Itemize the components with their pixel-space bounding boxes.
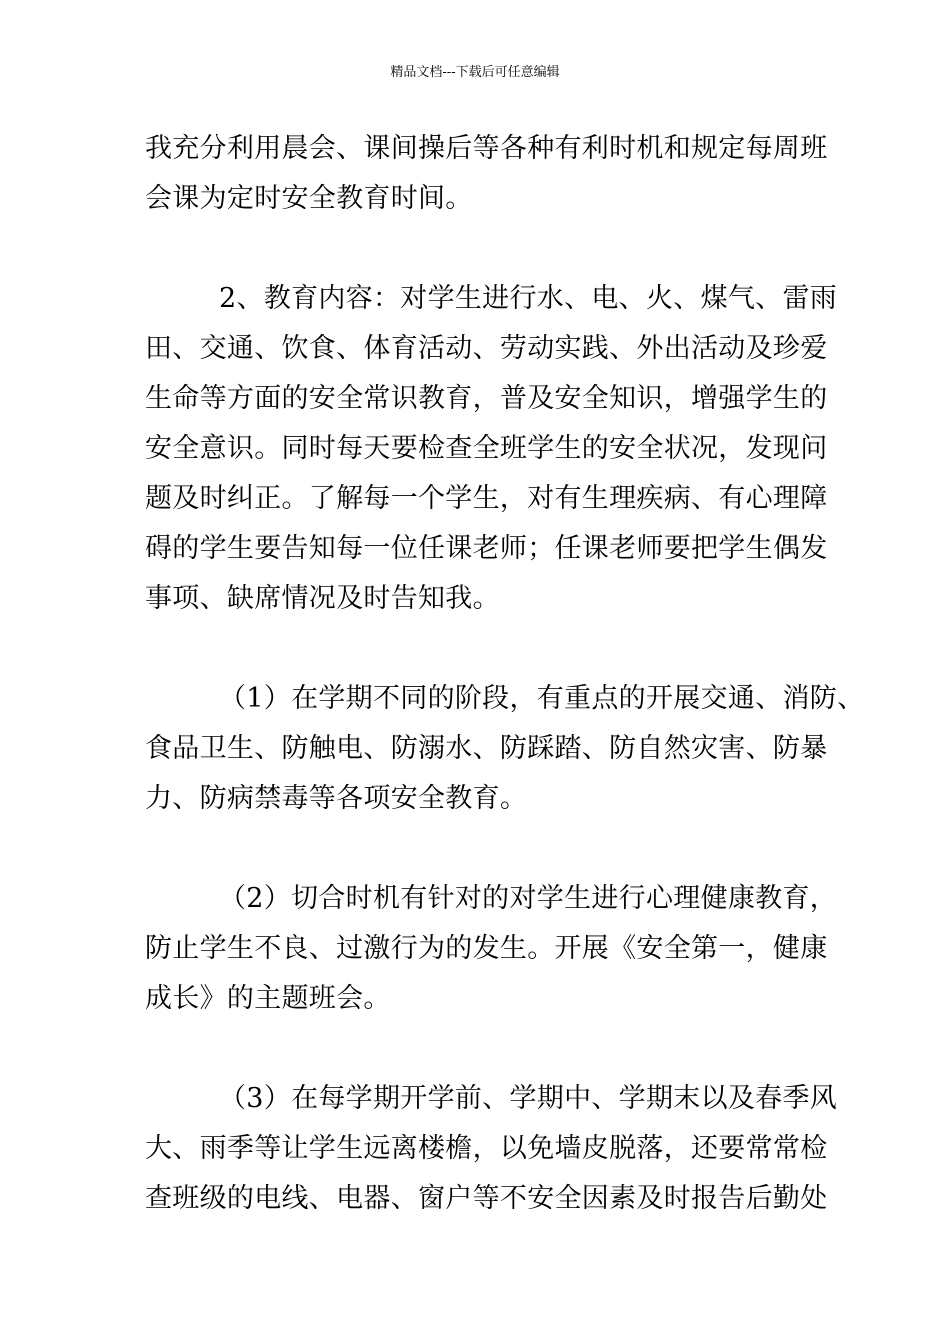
text-line: （2）切合时机有针对的对学生进行心理健康教育， [219,883,838,914]
text-line: 查班级的电线、电器、窗户等不安全因素及时报告后勤处 [145,1183,828,1214]
text-line: 题及时纠正。了解每一个学生，对有生理疾病、有心理障 [145,483,828,514]
paragraph-gap [145,224,835,274]
paragraph-gap [145,1024,835,1074]
text-line: 大、雨季等让学生远离楼檐，以免墙皮脱落，还要常常检 [145,1133,828,1164]
text-line: 我充分利用晨会、课间操后等各种有利时机和规定每周班 [145,133,828,164]
paragraph-2 [145,274,838,624]
text-line: 碍的学生要告知每一位任课老师；任课老师要把学生偶发 [145,533,828,564]
page-header: 精品文档---下载后可任意编辑 [390,65,560,80]
text-line: 成长》的主题班会。 [145,983,391,1014]
text-line: 安全意识。同时每天要检查全班学生的安全状况，发现问 [145,433,828,464]
text-line: （1）在学期不同的阶段，有重点的开展交通、消防、 [219,683,865,714]
paragraph-5 [145,1074,838,1224]
paragraph-gap [145,824,835,874]
paragraph-gap [145,624,835,674]
text-line: 食品卫生、防触电、防溺水、防踩踏、防自然灾害、防暴 [145,733,828,764]
paragraph-4 [145,874,838,1024]
text-line: 田、交通、饮食、体育活动、劳动实践、外出活动及珍爱 [145,333,828,364]
text-line: 防止学生不良、过激行为的发生。开展《安全第一，健康 [145,933,828,964]
text-line: 2、教育内容：对学生进行水、电、火、煤气、雷雨 [219,283,838,314]
paragraph-1 [145,124,835,224]
text-line: 力、防病禁毒等各项安全教育。 [145,783,528,814]
document-body [145,124,865,1224]
text-line: 生命等方面的安全常识教育，普及安全知识，增强学生的 [145,383,828,414]
text-line: （3）在每学期开学前、学期中、学期末以及春季风 [219,1083,838,1114]
paragraph-3 [145,674,865,824]
text-line: 事项、缺席情况及时告知我。 [145,583,500,614]
text-line: 会课为定时安全教育时间。 [145,183,473,214]
